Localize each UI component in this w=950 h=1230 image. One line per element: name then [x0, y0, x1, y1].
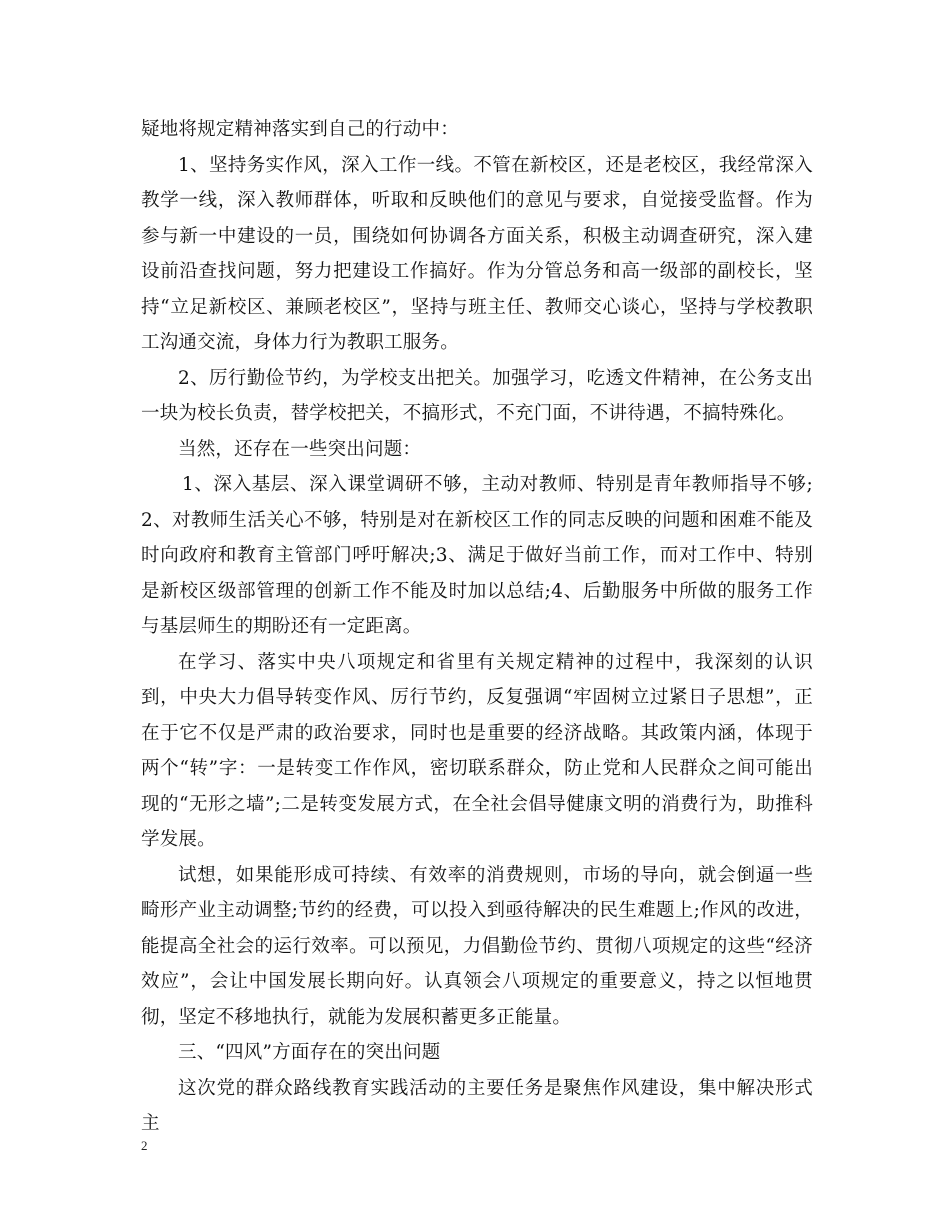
page-number: 2 [141, 1138, 148, 1153]
paragraph-consumption-rules: 试想，如果能形成可持续、有效率的消费规则，市场的导向，就会倒逼一些畸形产业主动调整;节约的经费，可以投入到亟待解决的民生难题上;作风的改进，能提高全社会的运行效率。可以预见，力倡勤俭节约、贯彻八项规定的这些“经济效应”，会让中国发展长期向好。认真领会八项规定的重要意义，持之以恒地贯彻，坚定不移地执行，就能为发展积蓄更多正能量。 [141, 864, 813, 1028]
paragraph-item-1-pragmatic-style: 1、坚持务实作风，深入工作一线。不管在新校区，还是老校区，我经常深入教学一线，深入教师群体，听取和反映他们的意见与要求，自觉接受监督。作为参与新一中建设的一员，围绕如何协调各方面关系，积极主动调查研究，深入建设前沿查找问题，努力把建设工作搞好。作为分管总务和高一级部的副校长，坚持“立足新校区、兼顾老校区”，坚持与班主任、教师交心谈心，坚持与学校教职工沟通交流，身体力行为教职工服务。 [141, 154, 813, 353]
paragraph-mass-line-campaign: 这次党的群众路线教育实践活动的主要任务是聚焦作风建设，集中解决形式主 [141, 1077, 813, 1134]
paragraph-continuation: 疑地将规定精神落实到自己的行动中： [141, 119, 459, 140]
section-heading-four-winds: 三、“四风”方面存在的突出问题 [178, 1042, 441, 1063]
document-body [141, 112, 813, 1142]
paragraph-item-2-thrift: 2、厉行勤俭节约，为学校支出把关。加强学习，吃透文件精神，在公务支出一块为校长负责，替学校把关，不搞形式，不充门面，不讲待遇，不搞特殊化。 [141, 367, 813, 424]
paragraph-problems-intro: 当然，还存在一些突出问题： [178, 438, 422, 460]
paragraph-problems-list: 1、深入基层、深入课堂调研不够，主动对教师、特别是青年教师指导不够;2、对教师生活关心不够，特别是对在新校区工作的同志反映的问题和困难不能及时向政府和教育主管部门呼吁解决;3、满足于做好当前工作，而对工作中、特别是新校区级部管理的创新工作不能及时加以总结;4、后勤服务中所做的服务工作与基层师生的期盼还有一定距离。 [141, 474, 813, 637]
paragraph-eight-rules-reflection: 在学习、落实中央八项规定和省里有关规定精神的过程中，我深刻的认识到，中央大力倡导转变作风、厉行节约，反复强调“牢固树立过紧日子思想”，正在于它不仅是严肃的政治要求，同时也是重要的经济战略。其政策内涵，体现于两个“转”字：一是转变工作作风，密切联系群众，防止党和人民群众之间可能出现的“无形之墙”;二是转变发展方式，在全社会倡导健康文明的消费行为，助推科学发展。 [141, 651, 813, 850]
